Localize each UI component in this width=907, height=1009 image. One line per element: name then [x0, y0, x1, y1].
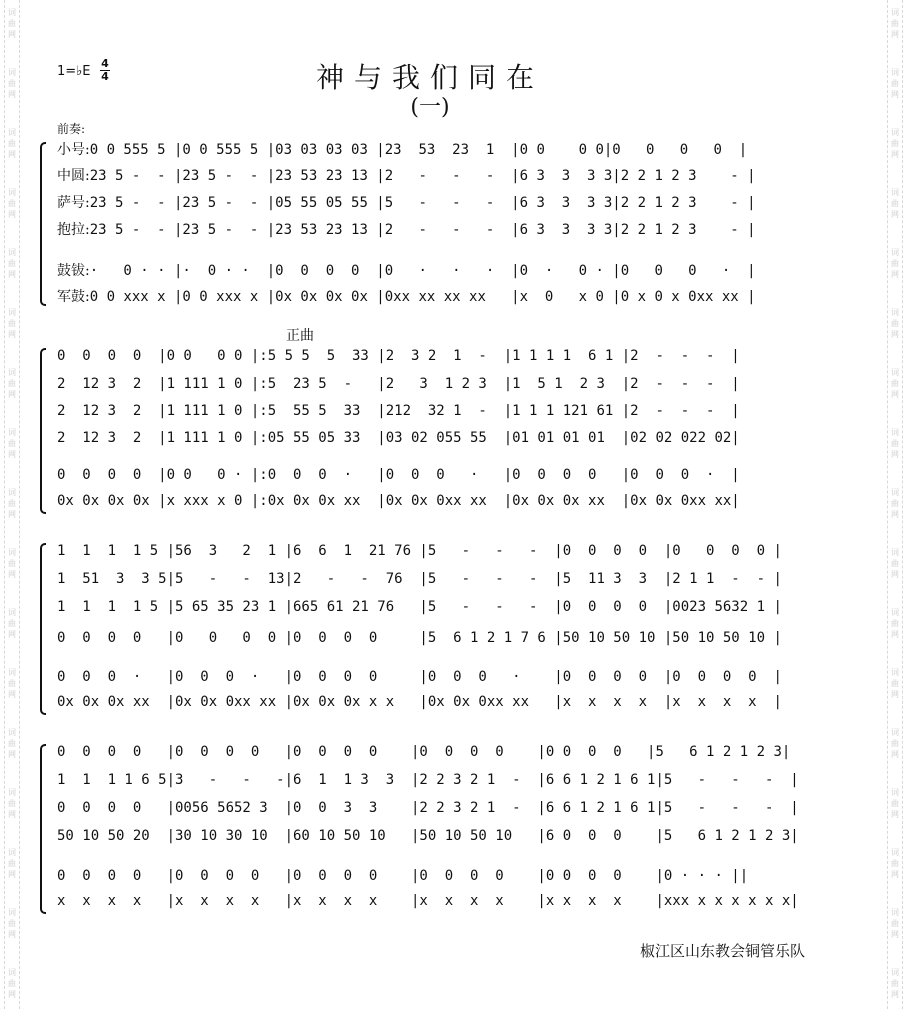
- watermark-glyph: 曲: [8, 79, 16, 88]
- watermark-glyph: 网: [891, 810, 899, 819]
- notation: 2 12 3 2 |1 111 1 0 |:5 23 5 - |2 3 1 2 3 |1 5 1 2 3 |2 - - - |: [57, 376, 740, 392]
- watermark-glyph: 词: [891, 788, 899, 797]
- watermark-glyph: 词: [8, 308, 16, 317]
- watermark-glyph: 词: [8, 788, 16, 797]
- instrument-label: 抱拉:: [57, 222, 90, 238]
- ensemble-credit: 椒江区山东教会铜管乐队: [640, 942, 806, 960]
- system-3-row-1: [57, 540, 847, 562]
- watermark-glyph: 网: [891, 270, 899, 279]
- watermark-glyph: 词: [8, 68, 16, 77]
- watermark-glyph: 词: [8, 848, 16, 857]
- notation: 0 0 0 0 |0 0 0 · |:0 0 0 · |0 0 0 · |0 0 0 0 |0 0 0 · |: [57, 467, 740, 483]
- left-margin-strip: [4, 0, 20, 1009]
- system-4-row-5: [57, 865, 847, 887]
- system-2-row-2: [57, 373, 847, 395]
- time-signature-bottom: 4: [101, 70, 109, 83]
- system-3-brace: [40, 543, 46, 715]
- watermark-glyph: 曲: [8, 439, 16, 448]
- prelude-label: 前奏:: [57, 122, 86, 136]
- watermark-glyph: 词: [891, 308, 899, 317]
- watermark-glyph: 曲: [891, 679, 899, 688]
- watermark-glyph: 词: [8, 428, 16, 437]
- key-signature: 1=♭E: [57, 64, 91, 79]
- notation: 0 0 0 0 |0 0 0 0 |0 0 0 0 |5 6 1 2 1 7 6 |50 10 50 10 |50 10 50 10 |: [57, 630, 782, 646]
- watermark-glyph: 曲: [8, 919, 16, 928]
- system-4-row-6: [57, 890, 847, 912]
- notation: 0 0 0 · |0 0 0 · |0 0 0 0 |0 0 0 · |0 0 0 0 |0 0 0 0 |: [57, 669, 782, 685]
- watermark-glyph: 曲: [8, 799, 16, 808]
- system-1-brace: [40, 142, 46, 306]
- watermark-glyph: 网: [8, 150, 16, 159]
- system-4-row-4: [57, 825, 847, 847]
- notation: 0 0 555 5 |0 0 555 5 |03 03 03 03 |23 53 23 1 |0 0 0 0|0 0 0 0 |: [89, 142, 748, 158]
- watermark-glyph: 曲: [8, 559, 16, 568]
- watermark-glyph: 词: [8, 548, 16, 557]
- watermark-glyph: 曲: [8, 259, 16, 268]
- watermark-glyph: 词: [891, 248, 899, 257]
- watermark-glyph: 曲: [8, 499, 16, 508]
- system-3-row-4: [57, 627, 847, 649]
- time-signature-top: 4: [101, 57, 109, 70]
- watermark-glyph: 曲: [891, 559, 899, 568]
- system-3-row-6: [57, 691, 847, 713]
- watermark-glyph: 曲: [891, 19, 899, 28]
- watermark-glyph: 网: [891, 390, 899, 399]
- system-1-row-1: [57, 139, 847, 161]
- watermark-glyph: 词: [891, 368, 899, 377]
- watermark-glyph: 网: [891, 990, 899, 999]
- notation: 0x 0x 0x 0x |x xxx x 0 |:0x 0x 0x xx |0x 0x 0xx xx |0x 0x 0x xx |0x 0x 0xx xx|: [57, 493, 740, 509]
- watermark-glyph: 曲: [8, 139, 16, 148]
- watermark-glyph: 曲: [891, 319, 899, 328]
- watermark-glyph: 网: [8, 750, 16, 759]
- watermark-glyph: 词: [891, 668, 899, 677]
- system-3-row-5: [57, 666, 847, 688]
- watermark-glyph: 曲: [8, 979, 16, 988]
- watermark-glyph: 词: [891, 728, 899, 737]
- instrument-label: 军鼓:: [57, 289, 90, 305]
- watermark-glyph: 词: [891, 968, 899, 977]
- system-4-row-1: [57, 741, 847, 763]
- system-2-row-3: [57, 400, 847, 422]
- notation: 23 5 - - |23 5 - - |23 53 23 13 |2 - - - |6 3 3 3 3|2 2 1 2 3 - |: [89, 222, 756, 238]
- system-1-row-2: [57, 165, 847, 187]
- song-title: 神与我们同在: [315, 61, 544, 94]
- system-2-row-6: [57, 490, 847, 512]
- watermark-glyph: 网: [891, 210, 899, 219]
- notation: · 0 · · |· 0 · · |0 0 0 0 |0 · · · |0 · 0 · |0 0 0 · |: [89, 263, 756, 279]
- watermark-glyph: 网: [8, 510, 16, 519]
- notation: 1 1 1 1 5 |56 3 2 1 |6 6 1 21 76 |5 - - - |0 0 0 0 |0 0 0 0 |: [57, 543, 782, 559]
- system-1-row-3: [57, 192, 847, 214]
- watermark-glyph: 词: [891, 188, 899, 197]
- watermark-glyph: 曲: [891, 799, 899, 808]
- system-4-row-3: [57, 797, 847, 819]
- watermark-glyph: 曲: [891, 619, 899, 628]
- song-subtitle: (一): [410, 95, 450, 120]
- notation: 0 0 0 0 |0056 5652 3 |0 0 3 3 |2 2 3 2 1 - |6 6 1 2 1 6 1|5 - - - |: [57, 800, 799, 816]
- watermark-glyph: 网: [891, 690, 899, 699]
- notation: 2 12 3 2 |1 111 1 0 |:05 55 05 33 |03 02 055 55 |01 01 01 01 |02 02 022 02|: [57, 430, 740, 446]
- watermark-glyph: 网: [891, 570, 899, 579]
- notation: 0x 0x 0x xx |0x 0x 0xx xx |0x 0x 0x x x |0x 0x 0xx xx |x x x x |x x x x |: [57, 694, 782, 710]
- watermark-glyph: 词: [8, 608, 16, 617]
- watermark-glyph: 曲: [8, 679, 16, 688]
- system-2-row-1: [57, 345, 847, 367]
- watermark-glyph: 曲: [891, 739, 899, 748]
- notation: x x x x |x x x x |x x x x |x x x x |x x x x |xxx x x x x x x|: [57, 893, 799, 909]
- watermark-glyph: 曲: [891, 439, 899, 448]
- watermark-glyph: 曲: [891, 859, 899, 868]
- watermark-glyph: 网: [891, 750, 899, 759]
- right-margin-strip: [887, 0, 903, 1009]
- watermark-glyph: 网: [8, 810, 16, 819]
- watermark-glyph: 词: [8, 248, 16, 257]
- notation: 23 5 - - |23 5 - - |23 53 23 13 |2 - - - |6 3 3 3 3|2 2 1 2 3 - |: [89, 168, 756, 184]
- watermark-glyph: 曲: [8, 19, 16, 28]
- watermark-glyph: 词: [891, 428, 899, 437]
- watermark-glyph: 曲: [891, 379, 899, 388]
- instrument-label: 小号:: [57, 142, 90, 158]
- watermark-glyph: 词: [891, 68, 899, 77]
- watermark-glyph: 词: [8, 188, 16, 197]
- watermark-glyph: 词: [8, 8, 16, 17]
- notation: 23 5 - - |23 5 - - |05 55 05 55 |5 - - - |6 3 3 3 3|2 2 1 2 3 - |: [89, 195, 756, 211]
- system-1-row-6: [57, 286, 847, 308]
- notation: 0 0 xxx x |0 0 xxx x |0x 0x 0x 0x |0xx xx xx xx |x 0 x 0 |0 x 0 x 0xx xx |: [89, 289, 756, 305]
- system-1-row-4: [57, 219, 847, 241]
- watermark-glyph: 曲: [8, 319, 16, 328]
- system-2-brace: [40, 348, 46, 514]
- watermark-glyph: 曲: [891, 79, 899, 88]
- watermark-glyph: 网: [891, 330, 899, 339]
- watermark-glyph: 网: [891, 90, 899, 99]
- watermark-glyph: 曲: [8, 739, 16, 748]
- system-4-brace: [40, 744, 46, 914]
- notation: 0 0 0 0 |0 0 0 0 |0 0 0 0 |0 0 0 0 |0 0 0 0 |0 · · · ||: [57, 868, 791, 884]
- system-3-row-3: [57, 596, 847, 618]
- watermark-glyph: 曲: [891, 979, 899, 988]
- watermark-glyph: 词: [891, 8, 899, 17]
- watermark-glyph: 网: [891, 630, 899, 639]
- notation: 2 12 3 2 |1 111 1 0 |:5 55 5 33 |212 32 1 - |1 1 1 121 61 |2 - - - |: [57, 403, 740, 419]
- watermark-glyph: 词: [8, 668, 16, 677]
- watermark-glyph: 词: [8, 128, 16, 137]
- system-4-row-2: [57, 769, 847, 791]
- system-3-row-2: [57, 568, 847, 590]
- system-2-row-5: [57, 464, 847, 486]
- instrument-label: 鼓钹:: [57, 263, 90, 279]
- watermark-glyph: 词: [891, 488, 899, 497]
- time-signature: [99, 58, 111, 83]
- watermark-glyph: 词: [8, 908, 16, 917]
- notation: 0 0 0 0 |0 0 0 0 |0 0 0 0 |0 0 0 0 |0 0 0 0 |5 6 1 2 1 2 3|: [57, 744, 791, 760]
- system-1-row-5: [57, 260, 847, 282]
- instrument-label: 中圆:: [57, 168, 90, 184]
- notation: 1 51 3 3 5|5 - - 13|2 - - 76 |5 - - - |5 11 3 3 |2 1 1 - - |: [57, 571, 782, 587]
- watermark-glyph: 词: [891, 848, 899, 857]
- notation: 1 1 1 1 6 5|3 - - -|6 1 1 3 3 |2 2 3 2 1 - |6 6 1 2 1 6 1|5 - - - |: [57, 772, 799, 788]
- watermark-glyph: 网: [891, 510, 899, 519]
- watermark-glyph: 网: [8, 630, 16, 639]
- watermark-glyph: 网: [8, 390, 16, 399]
- system-2-row-4: [57, 427, 847, 449]
- watermark-glyph: 网: [8, 990, 16, 999]
- watermark-glyph: 曲: [891, 499, 899, 508]
- watermark-glyph: 词: [891, 548, 899, 557]
- watermark-glyph: 词: [8, 488, 16, 497]
- watermark-glyph: 曲: [8, 859, 16, 868]
- watermark-glyph: 网: [8, 90, 16, 99]
- watermark-glyph: 曲: [891, 139, 899, 148]
- watermark-glyph: 网: [891, 450, 899, 459]
- watermark-glyph: 网: [8, 870, 16, 879]
- instrument-label: 萨号:: [57, 195, 90, 211]
- watermark-glyph: 词: [8, 728, 16, 737]
- watermark-glyph: 网: [8, 450, 16, 459]
- watermark-glyph: 网: [8, 570, 16, 579]
- watermark-glyph: 网: [8, 270, 16, 279]
- watermark-glyph: 网: [8, 930, 16, 939]
- watermark-glyph: 网: [891, 150, 899, 159]
- watermark-glyph: 曲: [8, 199, 16, 208]
- notation: 50 10 50 20 |30 10 30 10 |60 10 50 10 |50 10 50 10 |6 0 0 0 |5 6 1 2 1 2 3|: [57, 828, 799, 844]
- watermark-glyph: 词: [891, 908, 899, 917]
- watermark-glyph: 网: [8, 30, 16, 39]
- watermark-glyph: 网: [891, 930, 899, 939]
- notation: 0 0 0 0 |0 0 0 0 |:5 5 5 5 33 |2 3 2 1 - |1 1 1 1 6 1 |2 - - - |: [57, 348, 740, 364]
- main-section-label: 正曲: [286, 328, 314, 344]
- watermark-glyph: 网: [8, 690, 16, 699]
- watermark-glyph: 词: [8, 968, 16, 977]
- watermark-glyph: 词: [8, 368, 16, 377]
- watermark-glyph: 曲: [8, 619, 16, 628]
- watermark-glyph: 曲: [891, 919, 899, 928]
- watermark-glyph: 曲: [8, 379, 16, 388]
- watermark-glyph: 网: [8, 210, 16, 219]
- watermark-glyph: 网: [891, 30, 899, 39]
- watermark-glyph: 网: [891, 870, 899, 879]
- watermark-glyph: 词: [891, 128, 899, 137]
- watermark-glyph: 曲: [891, 199, 899, 208]
- watermark-glyph: 词: [891, 608, 899, 617]
- watermark-glyph: 曲: [891, 259, 899, 268]
- watermark-glyph: 网: [8, 330, 16, 339]
- notation: 1 1 1 1 5 |5 65 35 23 1 |665 61 21 76 |5 - - - |0 0 0 0 |0023 5632 1 |: [57, 599, 782, 615]
